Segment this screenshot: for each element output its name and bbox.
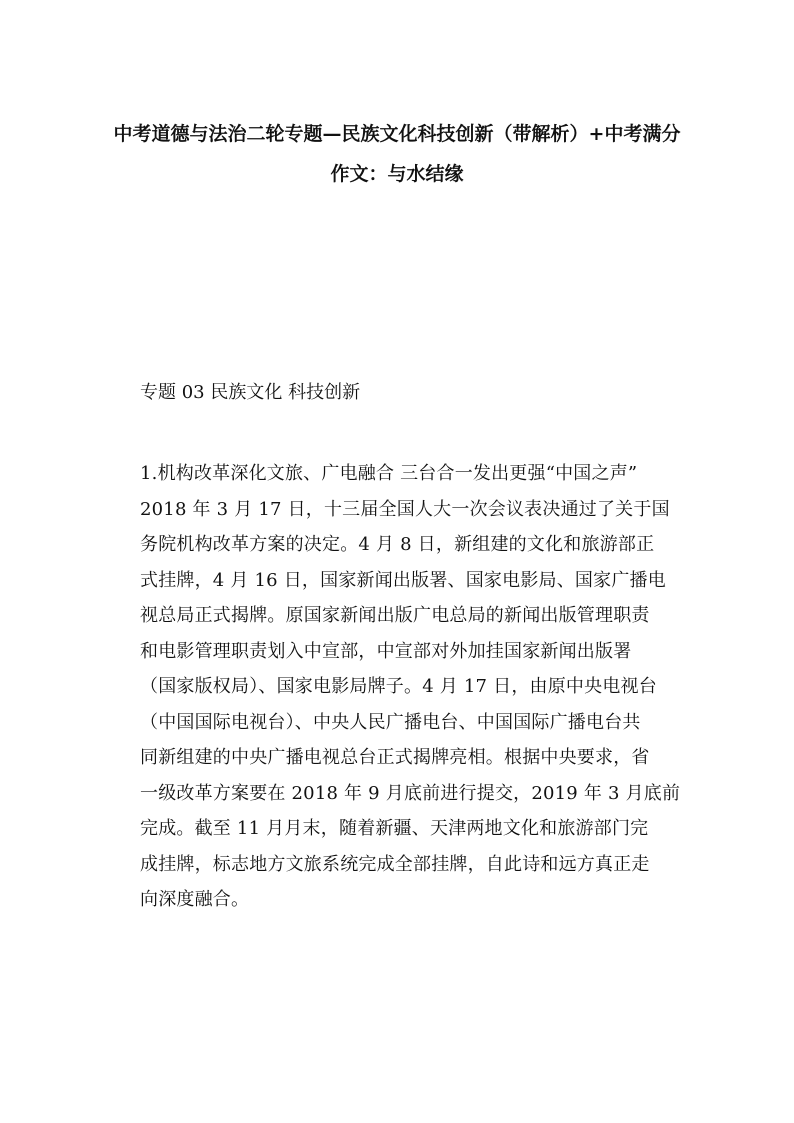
paragraph-line: 务院机构改革方案的决定。4 月 8 日，新组建的文化和旅游部正 [140,534,655,555]
paragraph-line: 1.机构改革深化文旅、广电融合 三台合一发出更强“中国之声” [140,463,638,484]
paragraph-line: 视总局正式揭牌。原国家新闻出版广电总局的新闻出版管理职责 [140,605,650,626]
paragraph-line: 和电影管理职责划入中宣部，中宣部对外加挂国家新闻出版署 [140,640,632,662]
paragraph-line: 向深度融合。 [140,889,250,910]
paragraph-line: 同新组建的中央广播电视总台正式揭牌亮相。根据中央要求，省 [140,747,650,768]
paragraph-line: （中国国际电视台）、中央人民广播电台、中国国际广播电台共 [140,711,641,733]
document-title-line-1: 中考道德与法治二轮专题—民族文化科技创新（带解析）+中考满分 [113,123,681,145]
paragraph-line: 式挂牌，4 月 16 日，国家新闻出版署、国家电影局、国家广播电 [140,569,666,591]
paragraph-line: 2018 年 3 月 17 日，十三届全国人大一次会议表决通过了关于国 [140,498,670,520]
paragraph-line: 完成。截至 11 月月末，随着新疆、天津两地文化和旅游部门完 [140,818,649,839]
paragraph-line: 一级改革方案要在 2018 年 9 月底前进行提交，2019 年 3 月底前 [140,782,681,804]
paragraph-line: （国家版权局）、国家电影局牌子。4 月 17 日，由原中央电视台 [140,676,657,697]
document-title-line-2: 作文：与水结缘 [330,163,464,185]
item-1-paragraph [140,462,700,924]
paragraph-line: 成挂牌，标志地方文旅系统完成全部挂牌，自此诗和远方真正走 [140,853,650,875]
section-heading: 专题 03 民族文化 科技创新 [140,382,361,403]
